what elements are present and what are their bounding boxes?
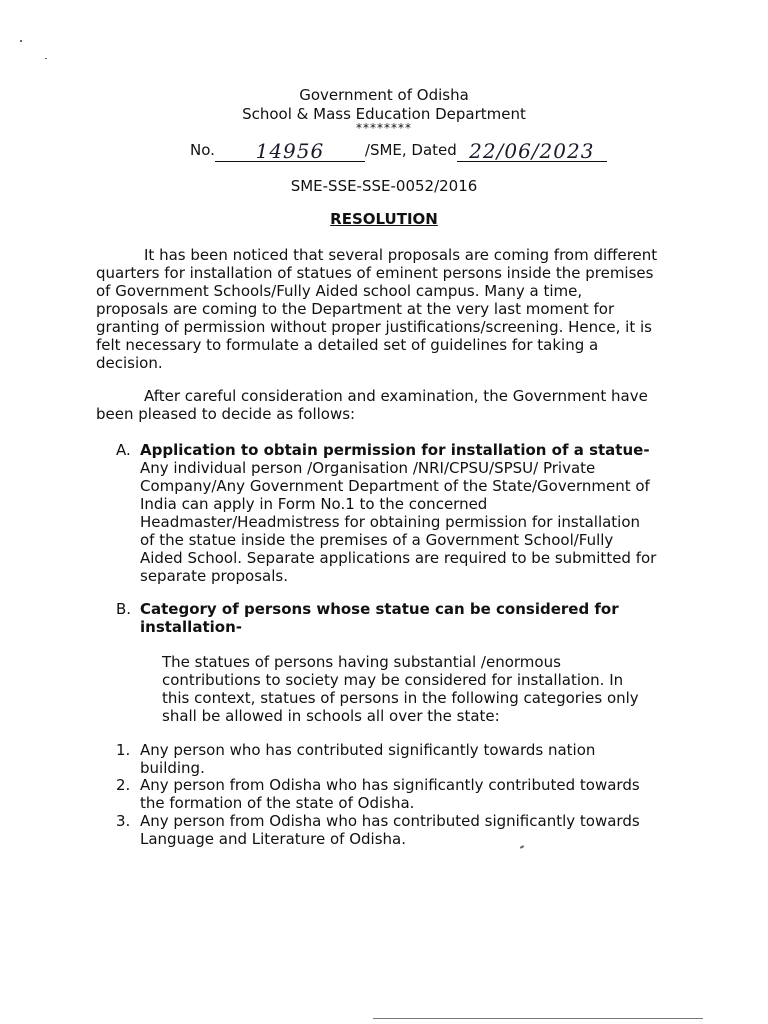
decision-paragraph [96, 387, 676, 423]
paragraph-line: Headmaster/Headmistress for obtaining permission for installation [140, 513, 641, 531]
list-item [140, 776, 640, 812]
scan-speck [20, 40, 22, 42]
paragraph-line: of the statue inside the premises of a Government School/Fully [140, 531, 614, 549]
paragraph-line: shall be allowed in schools all over the state: [162, 707, 500, 725]
heading-line: installation- [140, 618, 242, 636]
separator-stars: ******** [356, 121, 412, 135]
list-item [140, 812, 640, 848]
reference-number-line [190, 138, 607, 162]
list-number: 1. [116, 741, 131, 759]
section-a-body [140, 459, 676, 585]
page-bottom-rule [373, 1018, 703, 1019]
paragraph-line: Any individual person /Organisation /NRI/CPSU/SPSU/ Private [140, 459, 596, 477]
list-item-line: Any person who has contributed significantly towards nation [140, 741, 596, 759]
paragraph-line: this context, statues of persons in the following categories only [162, 689, 639, 707]
paragraph-line: quarters for installation of statues of eminent persons inside the premises [96, 264, 654, 282]
section-b-heading [140, 600, 676, 636]
paragraph-line: It has been noticed that several proposals are coming from different [144, 246, 658, 264]
paragraph-line: proposals are coming to the Department at the very last moment for [96, 300, 615, 318]
number-blank [215, 141, 365, 162]
paragraph-line: decision. [96, 354, 163, 372]
list-item-line: Any person from Odisha who has contributed significantly towards [140, 812, 640, 830]
list-item-line: the formation of the state of Odisha. [140, 794, 415, 812]
paragraph-line: felt necessary to formulate a detailed set of guidelines for taking a [96, 336, 599, 354]
list-number: 3. [116, 812, 131, 830]
handwritten-date: 22/06/2023 [469, 139, 595, 163]
section-a-heading: Application to obtain permission for installation of a statue- [140, 441, 650, 459]
paragraph-line: been pleased to decide as follows: [96, 405, 356, 423]
list-item [140, 741, 595, 777]
paragraph-line: India can apply in Form No.1 to the concerned [140, 495, 488, 513]
list-item-line: Language and Literature of Odisha. [140, 830, 407, 848]
date-blank [457, 141, 607, 162]
paragraph-line: The statues of persons having substantial /enormous [162, 653, 561, 671]
heading-line: Category of persons whose statue can be considered for [140, 600, 619, 618]
number-label: No. [190, 141, 215, 159]
department-name: School & Mass Education Department [242, 105, 526, 123]
section-b-body [162, 653, 676, 725]
paragraph-line: Company/Any Government Department of the State/Government of [140, 477, 650, 495]
handwritten-number: 14956 [255, 139, 325, 163]
page-title: RESOLUTION [330, 210, 438, 228]
list-number: 2. [116, 776, 131, 794]
paragraph-line: After careful consideration and examination, the Government have [144, 387, 648, 405]
paragraph-line: granting of permission without proper justifications/screening. Hence, it is [96, 318, 652, 336]
section-a-letter: A. [116, 441, 131, 459]
sme-dated-label: /SME, Dated [364, 141, 457, 159]
paragraph-line: separate proposals. [140, 567, 288, 585]
list-item-line: building. [140, 759, 205, 777]
government-name: Government of Odisha [299, 86, 469, 104]
scan-speck [45, 58, 47, 59]
paragraph-line: Aided School. Separate applications are required to be submitted for [140, 549, 657, 567]
intro-paragraph [96, 246, 676, 372]
file-reference: SME-SSE-SSE-0052/2016 [290, 177, 478, 195]
paragraph-line: contributions to society may be considered for installation. In [162, 671, 624, 689]
paragraph-line: of Government Schools/Fully Aided school campus. Many a time, [96, 282, 583, 300]
section-b-letter: B. [116, 600, 132, 618]
list-item-line: Any person from Odisha who has significantly contributed towards [140, 776, 640, 794]
